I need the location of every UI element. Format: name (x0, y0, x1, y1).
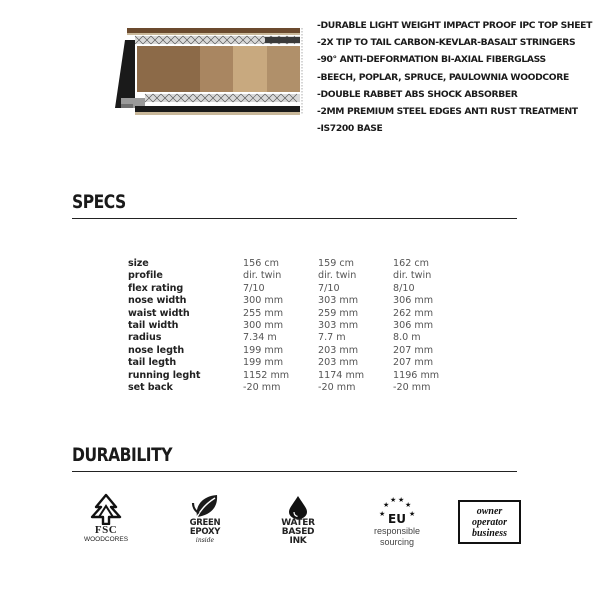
spec-row (128, 295, 468, 307)
spec-label: nose legth (128, 344, 185, 356)
base-underlayer (135, 112, 300, 115)
spec-label: radius (128, 332, 162, 344)
durability-heading: DURABILITY (72, 444, 173, 466)
spec-row (128, 320, 468, 332)
spec-value: dir. twin (243, 270, 282, 282)
spec-label: tail width (128, 320, 179, 332)
base-layer (135, 106, 300, 112)
specs-table-body (128, 258, 468, 394)
owner-label-line3: business (471, 527, 507, 539)
sidewall (115, 40, 135, 108)
spec-value: 7/10 (318, 282, 340, 294)
fsc-sublabel: WOODCORES (83, 536, 129, 543)
stringer-dark (265, 37, 300, 43)
spec-value: 255 mm (243, 307, 284, 319)
spec-label: nose width (128, 295, 187, 307)
spec-label: profile (128, 270, 163, 282)
woodcore-mid (200, 46, 233, 92)
spec-value: -20 mm (243, 382, 281, 394)
spec-label: waist width (128, 307, 190, 319)
durability-divider (72, 471, 517, 472)
water-drop-icon (276, 495, 320, 519)
spec-row (128, 357, 468, 369)
spec-value: 259 mm (318, 307, 359, 319)
svg-text:★: ★ (379, 510, 386, 518)
feature-item: -90° ANTI-DEFORMATION BI-AXIAL FIBERGLASS (317, 54, 546, 66)
owner-label-line1: owner (476, 505, 503, 517)
fsc-label: FSC (94, 524, 118, 536)
svg-text:★: ★ (383, 501, 390, 509)
spec-value: dir. twin (318, 270, 357, 282)
spec-value: 8.0 m (393, 332, 421, 344)
spec-value: 7.34 m (243, 332, 277, 344)
woodcore-dark (137, 46, 200, 92)
spec-value: 203 mm (318, 344, 359, 356)
spec-value: 306 mm (393, 295, 434, 307)
construction-feature-list (317, 17, 592, 137)
water-based-ink-badge (276, 495, 320, 546)
water-label-line2: BASED (281, 527, 315, 537)
spec-label: size (128, 258, 149, 269)
spec-row (128, 270, 468, 282)
spec-row (128, 345, 468, 357)
spec-value: dir. twin (393, 270, 432, 282)
spec-value: 7.7 m (318, 332, 346, 344)
feature-item: -2MM PREMIUM STEEL EDGES ANTI RUST TREATMENT (317, 106, 578, 118)
leaf-icon (185, 493, 225, 519)
spec-label: set back (128, 382, 173, 394)
spec-row (128, 370, 468, 382)
spec-row (128, 382, 468, 394)
owner-operator-badge (458, 500, 521, 544)
woodcore-mid-2 (267, 46, 300, 92)
spec-row (128, 258, 468, 270)
specs-heading: SPECS (72, 191, 126, 213)
eu-sourcing-badge (366, 496, 428, 548)
spec-value: 207 mm (393, 357, 434, 369)
spec-value: 162 cm (393, 258, 429, 269)
spec-value: 303 mm (318, 295, 359, 307)
epoxy-label-line2: EPOXY (189, 527, 221, 537)
water-label-line3: INK (289, 536, 307, 546)
spec-label: flex rating (128, 282, 184, 294)
steel-edge-dark (121, 104, 133, 108)
specs-table (128, 258, 468, 394)
spec-row (128, 332, 468, 344)
specs-divider (72, 218, 517, 219)
spec-value: 159 cm (318, 258, 354, 269)
svg-text:★: ★ (390, 496, 397, 504)
spec-value: -20 mm (393, 382, 431, 394)
spec-value: 8/10 (393, 282, 415, 294)
eu-sublabel-line2: sourcing (379, 537, 415, 547)
feature-item: -BEECH, POPLAR, SPRUCE, PAULOWNIA WOODCORE (317, 71, 569, 83)
spec-row (128, 283, 468, 295)
water-label-line1: WATER (281, 518, 315, 528)
spec-row (128, 308, 468, 320)
spec-value: 156 cm (243, 258, 279, 269)
spec-value: 300 mm (243, 295, 284, 307)
spec-value: 1152 mm (243, 369, 290, 381)
fsc-tree-icon (80, 493, 132, 525)
epoxy-label-line3: inside (195, 537, 215, 544)
green-epoxy-badge (185, 493, 225, 544)
svg-text:★: ★ (405, 501, 412, 509)
epoxy-label-line1: GREEN (189, 518, 221, 528)
spec-value: 303 mm (318, 320, 359, 332)
spec-value: 300 mm (243, 320, 284, 332)
spec-label: tail legth (128, 357, 177, 369)
feature-item: -IS7200 BASE (317, 123, 383, 135)
spec-value: 306 mm (393, 320, 434, 332)
spec-value: 7/10 (243, 282, 265, 294)
spec-value: 1196 mm (393, 369, 440, 381)
owner-label-line2: operator (472, 516, 507, 528)
feature-item: -2X TIP TO TAIL CARBON-KEVLAR-BASALT STRINGERS (317, 37, 576, 49)
eu-label: EU (388, 512, 406, 526)
eu-sublabel-line1: responsible (373, 526, 421, 536)
spec-value: 207 mm (393, 344, 434, 356)
spec-value: 262 mm (393, 307, 434, 319)
eu-stars-icon (366, 496, 428, 526)
fsc-badge (80, 493, 132, 544)
spec-value: 1174 mm (318, 369, 365, 381)
svg-text:★: ★ (398, 496, 405, 504)
spec-label: running leght (128, 369, 201, 381)
spec-value: 199 mm (243, 344, 284, 356)
feature-item: -DURABLE LIGHT WEIGHT IMPACT PROOF IPC TOP SHEET (317, 20, 593, 31)
top-sheet-layer (127, 28, 300, 33)
spec-value: 203 mm (318, 357, 359, 369)
top-sheet-highlight (127, 33, 300, 35)
svg-text:★: ★ (409, 510, 416, 518)
feature-item: -DOUBLE RABBET ABS SHOCK ABSORBER (317, 88, 518, 100)
spec-value: -20 mm (318, 382, 356, 394)
construction-diagram (115, 18, 305, 118)
woodcore-light (233, 46, 267, 92)
spec-value: 199 mm (243, 357, 284, 369)
